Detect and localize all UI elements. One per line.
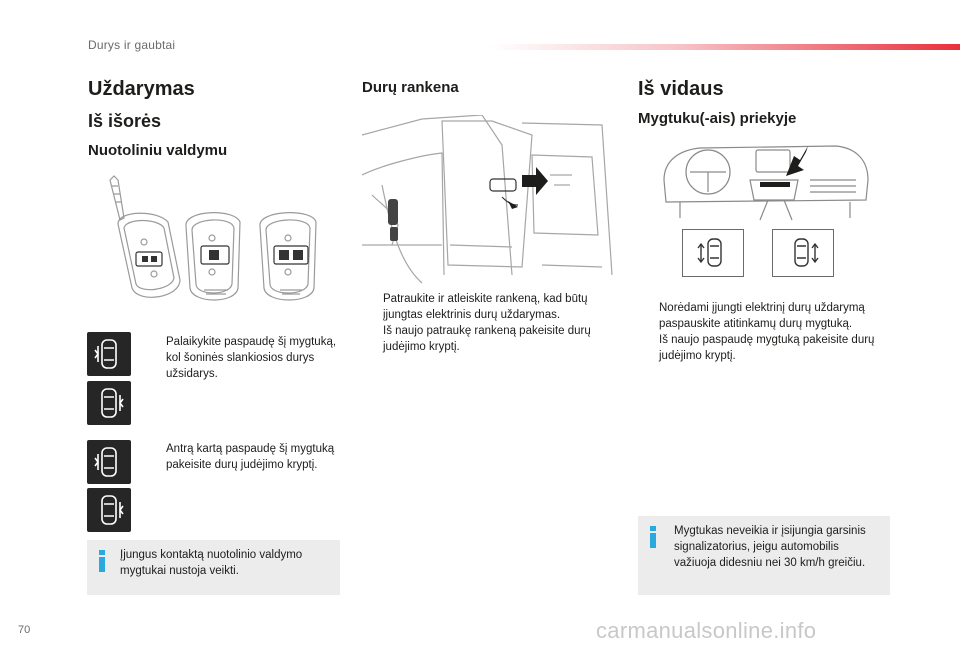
bullet-pull-again: Iš naujo patraukę rankeną pakeisite durų judėjimo kryptį. xyxy=(383,325,591,353)
section-title: Durys ir gaubtai xyxy=(88,38,176,52)
info-note-speed: Mygtukas neveikia ir įsijungia garsinis signalizatorius, jeigu automobilis važiuoja didesniu nei 30 km/h greičiu. xyxy=(638,516,890,595)
heading-door-handle: Durų rankena xyxy=(362,79,459,96)
sliding-door-right-button xyxy=(87,381,131,425)
heading-closing: Uždarymas xyxy=(88,78,195,100)
page-number: 70 xyxy=(18,624,31,636)
heading-from-outside: Iš išorės xyxy=(88,111,162,131)
heading-remote-control: Nuotoliniu valdymu xyxy=(88,142,228,159)
bullet-press-again: Antrą kartą paspaudę šį mygtuką pakeisite durų judėjimo kryptį. xyxy=(166,443,335,471)
bullet-pull-handle: Patraukite ir atleiskite rankeną, kad būtų įjungtas elektrinis durų uždarymas. xyxy=(383,293,588,321)
info-icon xyxy=(648,526,658,548)
dashboard-illustration xyxy=(660,140,872,222)
sliding-door-left-button-2 xyxy=(87,440,131,484)
sliding-door-right-button-2 xyxy=(87,488,131,532)
bullet-press-button-again: Iš naujo paspaudę mygtuką pakeisite durų judėjimo kryptį. xyxy=(659,334,875,362)
watermark: carmanualsonline.info xyxy=(596,618,817,643)
header-accent-bar xyxy=(490,44,960,50)
heading-front-buttons: Mygtuku(-ais) priekyje xyxy=(638,110,797,127)
sliding-door-left-icon xyxy=(682,229,744,277)
bullet-hold-button: Palaikykite paspaudę šį mygtuką, kol šoninės slankiosios durys užsidarys. xyxy=(166,336,337,380)
door-handle-illustration xyxy=(362,115,616,285)
info-icon xyxy=(97,550,107,572)
sliding-door-right-icon xyxy=(772,229,834,277)
bullet-press-door-button: Norėdami įjungti elektrinį durų uždarymą paspauskite atitinkamų durų mygtuką. xyxy=(659,302,865,330)
info-note-ignition: Įjungus kontaktą nuotolinio valdymo mygtukai nustoja veikti. xyxy=(87,540,340,595)
sliding-door-left-button xyxy=(87,332,131,376)
heading-from-inside: Iš vidaus xyxy=(638,78,724,100)
key-fob-icon xyxy=(88,170,340,310)
